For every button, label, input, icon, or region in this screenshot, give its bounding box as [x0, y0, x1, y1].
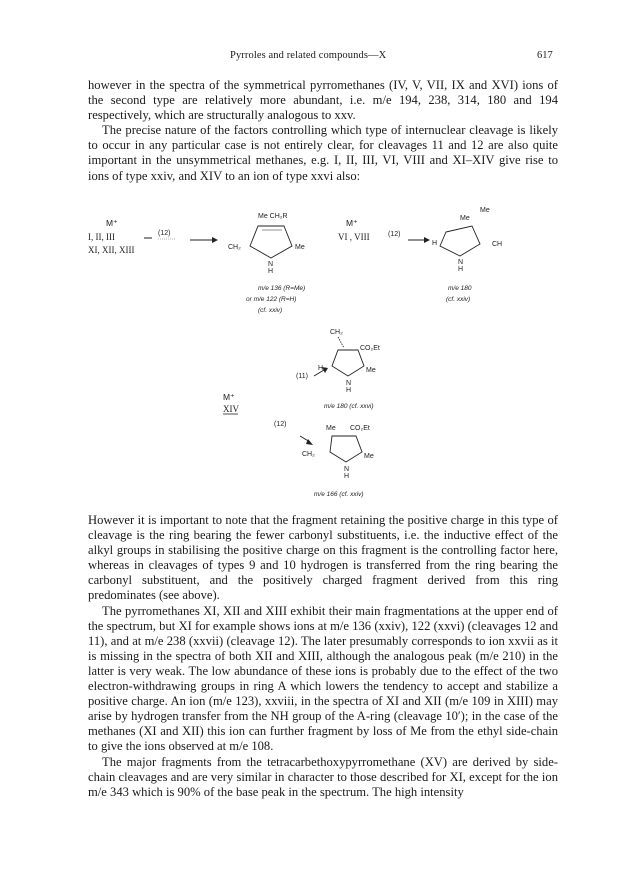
- pyrrole-ring: [250, 226, 292, 258]
- pyrrole-ring-2: [440, 226, 480, 256]
- frag2-ch: CH: [492, 241, 503, 248]
- frag1-h: H: [268, 268, 274, 275]
- frag1-me: Me: [295, 244, 305, 251]
- frag3-mass: m/e 180 (cf. xxvi): [324, 403, 374, 410]
- xiv-cleavage-12: (12): [274, 421, 287, 428]
- frag3-co2et: CO₂Et: [360, 345, 380, 352]
- frag2-n: N: [458, 259, 464, 266]
- fragment-4-structure: [302, 425, 374, 498]
- frag1-ch2: CH₂: [228, 244, 241, 251]
- exo-bond: [338, 337, 344, 348]
- frag1-ref: (cf. xxiv): [258, 307, 283, 314]
- pyrrole-ring-4: [330, 436, 362, 462]
- top-text-block: [88, 78, 558, 184]
- frag1-n: N: [268, 261, 274, 268]
- frag3-me: Me: [366, 367, 376, 374]
- right-ion-label: M⁺: [346, 218, 358, 228]
- frag2-h: H: [432, 240, 438, 247]
- paragraph-3: However it is important to note that the fragment retaining the positive charge in this type of cleavage is the ring bearing the fewer carbonyl substituents, i.e. the inductive effect of the alkyl groups in stabilising the positive charge on this fragment is the controlling factor here, whereas in cleavages of types 9 and 10 hydrogen is transferred from the ring bearing the carbonyl substituent, and the positively charged fragment derived from this ring predominates (see above).: [88, 513, 558, 603]
- frag1-mass-1: m/e 136 (R=Me): [258, 285, 306, 292]
- left-compounds-2: XI, XII, XIII: [88, 245, 135, 255]
- frag3-n: N: [346, 380, 352, 387]
- paragraph-5: The major fragments from the tetracarbethoxypyrromethane (XV) are derived by side-chain cleavages and are very similar in character to those described for XI, except for the ion m/e 343 which is 90% of the base peak in the spectrum. The high intensity: [88, 754, 558, 799]
- pyrrole-ring-3: [332, 350, 364, 376]
- frag1-top-substituents: Me CH₂R: [258, 213, 288, 220]
- left-cleavage-label: (12): [158, 230, 171, 237]
- xiv-cleavage-11: (11): [296, 373, 308, 380]
- arrow-head: [212, 237, 218, 243]
- arrow-head-right: [424, 237, 430, 243]
- frag4-nh: H: [344, 473, 350, 480]
- frag1-mass-2: or m/e 122 (R=H): [246, 296, 297, 303]
- xiv-ion-label: M⁺: [223, 392, 235, 402]
- bottom-text-block: [88, 513, 558, 800]
- frag4-me-2: Me: [364, 453, 374, 460]
- left-reaction: [88, 218, 218, 255]
- frag4-co2et: CO₂Et: [350, 425, 370, 432]
- frag4-mass: m/e 166 (cf. xxiv): [314, 491, 364, 498]
- fragmentation-scheme: [88, 200, 568, 510]
- frag2-mass: m/e 180: [448, 285, 472, 292]
- fragment-1-structure: [228, 213, 305, 314]
- paragraph-2: The precise nature of the factors controlling which type of internuclear cleavage is likely to occur in any particular case is not entirely clear, for cleavages 11 and 12 are also quite important in the unsymmetrical methanes, e.g. I, II, III, VI, VIII and XI–XIV give rise to ions of type xxiv, and XIV to an ion of type xxvi also:: [88, 123, 558, 183]
- paragraph-1: however in the spectra of the symmetrical pyrromethanes (IV, V, VII, IX and XVI) ions of the second type are relatively more abundant, i.e. m/e 194, 238, 314, 180 and 194 respectively, which are structurally analogous to xxv.: [88, 78, 558, 123]
- right-reaction: [338, 218, 430, 243]
- running-title: Pyrroles and related compounds—X: [230, 50, 387, 61]
- frag2-me-2: Me: [480, 207, 490, 214]
- paragraph-4: The pyrromethanes XI, XII and XIII exhibit their main fragmentations at the upper end of the spectrum, but XI for example shows ions at m/e 136 (xxiv), 122 (xxvi) (cleavages 12 and 11), and at m/e 238 (xxvii) (cleavage 12). The later presumably corresponds to ion xxvii as it is missing in the spectra of both XII and XIII, although the analogous peak (m/e 210) in the latter is very weak. The low abundance of these ions is probably due to the effect of the two electron-withdrawing groups in ring A which lowers the tendency to accept and stabilize a positive charge. An ion (m/e 123), xxviii, in the spectra of XI and XII (m/e 109 in XIII) may arise by hydrogen transfer from the NH group of the A-ring (cleavage 10′); in the case of the methanes (XI and XII) this ion can further fragment by loss of Me from the ethyl side-chain to give the ions observed at m/e 108.: [88, 603, 558, 754]
- fragment-3-structure: [318, 329, 380, 410]
- frag2-nh: H: [458, 266, 464, 273]
- frag3-h: H: [318, 365, 324, 372]
- frag3-ch2: CH₂: [330, 329, 343, 336]
- frag2-me: Me: [460, 215, 470, 222]
- fragment-2-structure: [432, 207, 502, 303]
- xiv-branch: [223, 367, 328, 445]
- right-cleavage-label: (12): [388, 231, 401, 238]
- right-compounds: VI , VIII: [338, 232, 370, 242]
- xiv-label: XIV: [223, 404, 239, 414]
- left-compounds-1: I, II, III: [88, 232, 115, 242]
- frag4-n: N: [344, 466, 350, 473]
- frag2-ref: (cf. xxiv): [446, 296, 471, 303]
- page-number: 617: [537, 50, 553, 61]
- frag4-me: Me: [326, 425, 336, 432]
- left-ion-label: M⁺: [106, 218, 118, 228]
- frag4-ch2: CH₂: [302, 451, 315, 458]
- frag3-nh: H: [346, 387, 352, 394]
